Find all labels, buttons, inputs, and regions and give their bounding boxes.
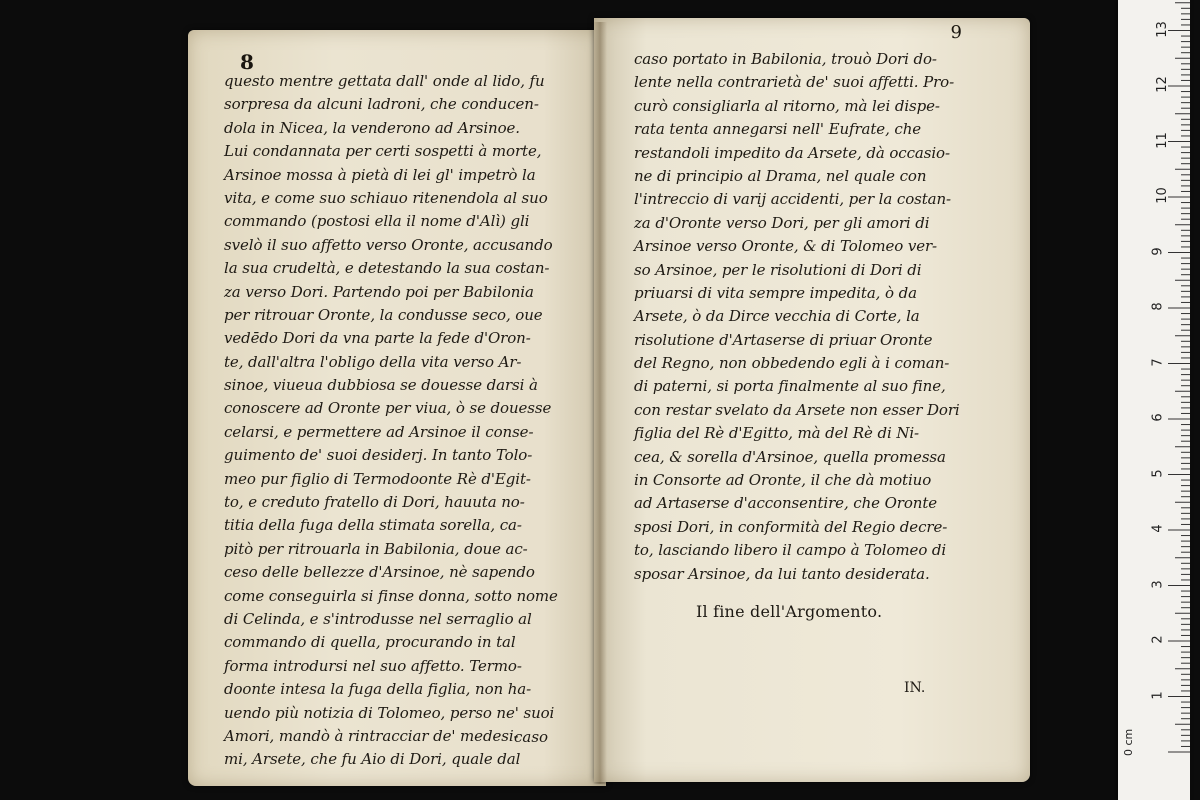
text-line: del Regno, non obbedendo egli à i coman-: [634, 354, 950, 373]
text-line: Arsete, ò da Dirce vecchia di Corte, la: [634, 307, 920, 326]
ruler-number: 7: [1150, 357, 1166, 367]
text-line: Arsinoe verso Oronte, & di Tolomeo ver-: [634, 237, 938, 256]
text-line: guimento de' suoi desiderj. In tanto Tolo-: [224, 446, 533, 465]
text-line: mi, Arsete, che fu Aio di Dori, quale dal: [224, 750, 521, 769]
right-page-number: 9: [950, 22, 962, 43]
end-of-argument-note: Il fine dell'Argomento.: [696, 602, 883, 621]
text-line: conoscere ad Oronte per viua, ò se douesse: [224, 399, 552, 418]
ruler-unit-label: 0 cm: [1122, 728, 1135, 756]
text-line: lente nella contrarietà de' suoi affetti. Pro-: [634, 73, 955, 92]
ruler-number: 4: [1150, 524, 1166, 533]
text-line: curò consigliarla al ritorno, mà lei dispe-: [634, 96, 940, 115]
left-page: [188, 30, 606, 786]
left-page-text: [224, 70, 558, 772]
text-line: come conseguirla si finse donna, sotto nome: [224, 586, 558, 605]
text-line: con restar svelato da Arsete non esser Dori: [634, 400, 960, 419]
text-line: forma introdursi nel suo affetto. Termo-: [224, 656, 522, 675]
text-line: l'intreccio di varij accidenti, per la costan-: [634, 190, 952, 209]
text-line: uendo più notizia di Tolomeo, perso ne' suoi: [224, 703, 555, 722]
text-line: za verso Dori. Partendo poi per Babilonia: [224, 282, 534, 301]
ruler-number: 9: [1150, 246, 1166, 256]
ruler-number: 3: [1150, 579, 1166, 589]
ruler-number: 8: [1150, 302, 1166, 311]
text-line: so Arsinoe, per le risolutioni di Dori di: [634, 260, 922, 279]
book-spine: [593, 22, 607, 784]
ruler-number: 6: [1150, 413, 1166, 422]
left-page-catchword: caso: [514, 728, 549, 746]
text-line: Lui condannata per certi sospetti à morte,: [224, 142, 542, 161]
right-page-text: [634, 48, 960, 586]
right-page: [594, 18, 1030, 782]
text-line: in Consorte ad Oronte, il che dà motiuo: [634, 471, 932, 490]
text-line: sposi Dori, in conformità del Regio decre-: [634, 517, 948, 536]
text-line: risolutione d'Artaserse di priuar Oronte: [634, 330, 933, 349]
text-line: questo mentre gettata dall' onde al lido, fu: [224, 72, 545, 90]
text-line: restandoli impedito da Arsete, dà occasio-: [634, 143, 950, 162]
text-line: to, e creduto fratello di Dori, hauuta no-: [224, 493, 525, 512]
text-line: rata tenta annegarsi nell' Eufrate, che: [634, 120, 922, 139]
left-page-number: 8: [240, 50, 254, 74]
text-line: pitò per ritrouarla in Babilonia, doue ac-: [224, 539, 528, 558]
text-line: celarsi, e permettere ad Arsinoe il conse-: [224, 422, 534, 441]
text-line: Amori, mandò à rintracciar de' medesi-: [224, 726, 519, 745]
text-line: doonte intesa la fuga della figlia, non ha-: [224, 680, 532, 699]
ruler-number: 11: [1154, 131, 1170, 149]
right-page-catchword: IN.: [904, 680, 926, 696]
text-line: ad Artaserse d'acconsentire, che Oronte: [634, 494, 938, 513]
text-line: figlia del Rè d'Egitto, mà del Rè di Ni-: [634, 424, 920, 443]
text-line: te, dall'altra l'obligo della vita verso Ar-: [224, 352, 522, 371]
text-line: sorpresa da alcuni ladroni, che conducen-: [224, 95, 539, 114]
ruler-number: 12: [1154, 76, 1170, 93]
open-book: [182, 14, 1032, 784]
ruler-number: 13: [1154, 20, 1170, 38]
text-line: ne di principio al Drama, nel quale con: [634, 166, 927, 185]
text-line: Arsinoe mossa à pietà di lei gl' impetrò la: [224, 165, 536, 184]
text-line: svelò il suo affetto verso Oronte, accusando: [224, 235, 553, 254]
text-line: priuarsi di vita sempre impedita, ò da: [634, 283, 917, 302]
ruler-ticks: [1118, 0, 1190, 800]
text-line: per ritrouar Oronte, la condusse seco, oue: [224, 305, 543, 324]
text-line: vita, e come suo schiauo ritenendola al suo: [224, 188, 548, 207]
text-line: sinoe, viueua dubbiosa se douesse darsi à: [224, 376, 538, 395]
text-line: za d'Oronte verso Dori, per gli amori di: [634, 213, 930, 232]
text-line: meo pur figlio di Termodoonte Rè d'Egit-: [224, 469, 531, 488]
text-line: la sua crudeltà, e detestando la sua costan-: [224, 259, 550, 278]
text-line: ceso delle bellezze d'Arsinoe, nè sapendo: [224, 563, 535, 582]
text-line: dola in Nicea, la venderono ad Arsinoe.: [224, 118, 520, 137]
text-line: to, lasciando libero il campo à Tolomeo di: [634, 541, 947, 560]
measurement-ruler: [1118, 0, 1190, 800]
text-line: di Celinda, e s'introdusse nel serraglio al: [224, 609, 532, 628]
text-line: titia della fuga della stimata sorella, ca-: [224, 516, 522, 535]
text-line: caso portato in Babilonia, trouò Dori do-: [634, 50, 937, 68]
text-line: commando (postosi ella il nome d'Alì) gli: [224, 212, 530, 231]
ruler-number: 10: [1154, 187, 1170, 204]
text-line: sposar Arsinoe, da lui tanto desiderata.: [634, 564, 930, 583]
text-line: di paterni, si porta finalmente al suo fine,: [634, 377, 946, 396]
text-line: vedēdo Dori da vna parte la fede d'Oron-: [224, 329, 531, 348]
text-line: commando di quella, procurando in tal: [224, 633, 516, 652]
ruler-number: 1: [1150, 690, 1166, 700]
ruler-number: 5: [1150, 468, 1166, 478]
ruler-number: 2: [1150, 635, 1166, 644]
text-line: cea, & sorella d'Arsinoe, quella promessa: [634, 447, 946, 466]
